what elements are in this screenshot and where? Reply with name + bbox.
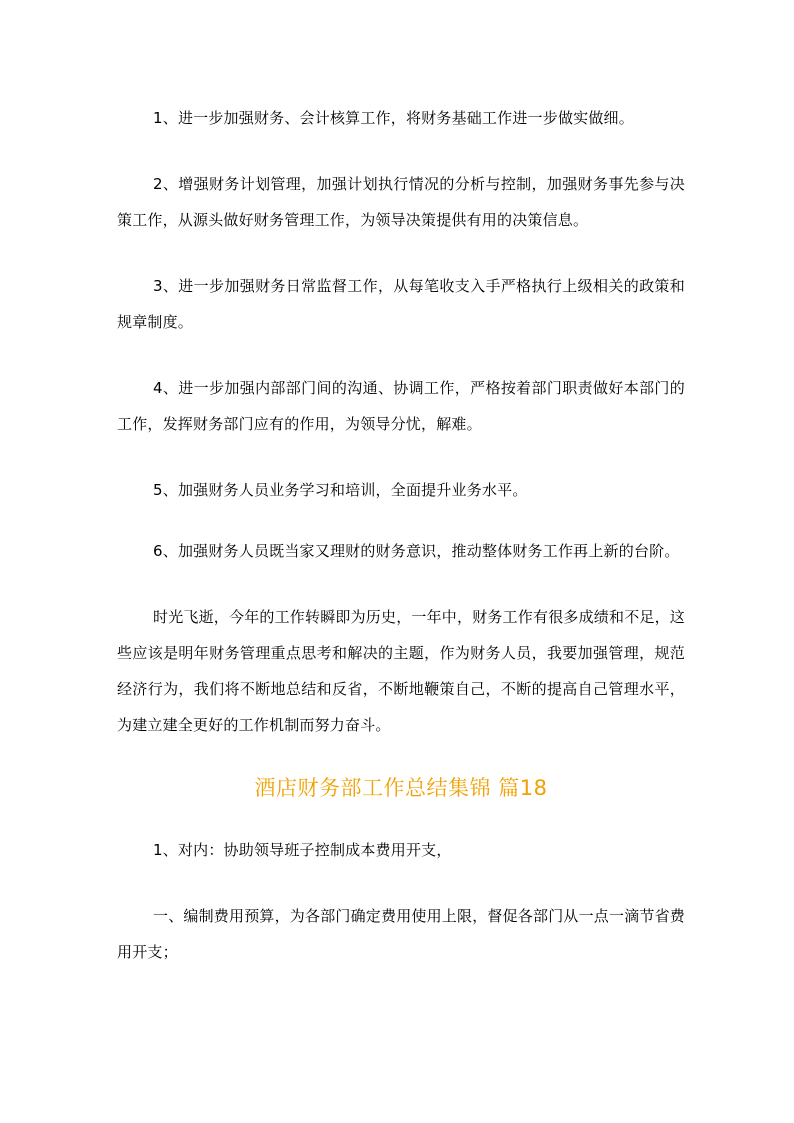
paragraph-6: 6、加强财务人员既当家又理财的财务意识，推动整体财务工作再上新的台阶。 (153, 542, 680, 560)
paragraph-budget: 一、编制费用预算，为各部门确定费用使用上限，督促各部门从一点一滴节省费用开支； (117, 907, 686, 961)
paragraph-3: 3、进一步加强财务日常监督工作，从每笔收支入手严格执行上级相关的政策和规章制度。 (117, 277, 685, 331)
paragraph-2: 2、增强财务计划管理，加强计划执行情况的分析与控制，加强财务事先参与决策工作，从源头做好财务管理工作，为领导决策提供有用的决策信息。 (117, 175, 685, 229)
paragraph-summary: 时光飞逝，今年的工作转瞬即为历史，一年中，财务工作有很多成绩和不足，这些应该是明年财务管理重点思考和解决的主题，作为财务人员，我要加强管理，规范经济行为，我们将不断地总结和反省，不断地鞭策自己，不断的提高自己管理水平，为建立建全更好的工作机制而努力奋斗。 (117, 608, 686, 734)
document-body (117, 100, 685, 1000)
paragraph-5: 5、加强财务人员业务学习和培训，全面提升业务水平。 (153, 481, 528, 499)
paragraph-4: 4、进一步加强内部部门间的沟通、协调工作，严格按着部门职责做好本部门的工作，发挥财务部门应有的作用，为领导分忧，解难。 (117, 379, 685, 433)
section-heading: 酒店财务部工作总结集锦 篇18 (254, 776, 548, 800)
paragraph-1: 1、进一步加强财务、会计核算工作，将财务基础工作进一步做实做细。 (153, 109, 634, 127)
paragraph-internal: 1、对内：协助领导班子控制成本费用开支， (153, 841, 452, 859)
